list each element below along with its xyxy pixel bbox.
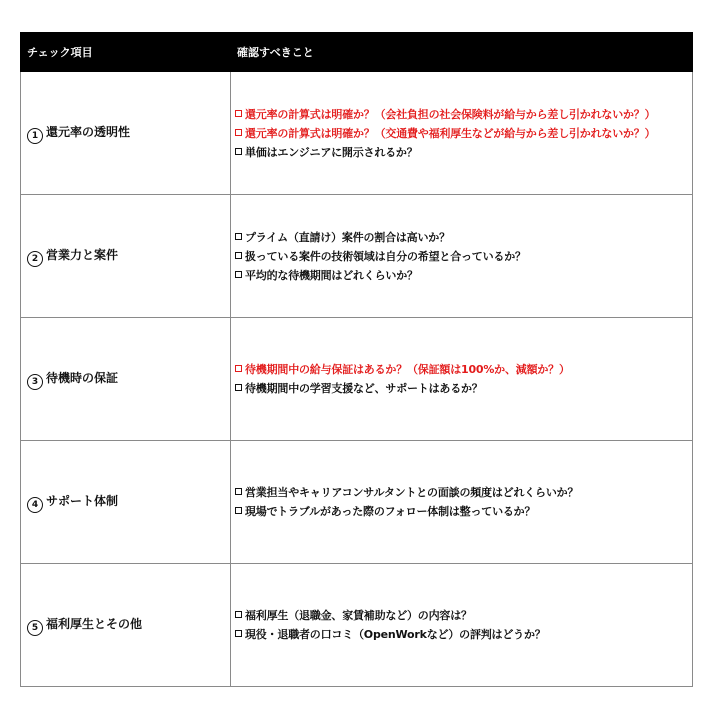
table-row (21, 72, 693, 195)
list-item (235, 143, 692, 162)
checkbox-square-icon (235, 488, 242, 495)
confirm-points-list (235, 360, 692, 398)
check-item-title: 待機時の保証 (46, 370, 119, 385)
table-body (21, 72, 693, 687)
checkbox-square-icon (235, 271, 242, 278)
confirm-point-text: 現場でトラブルがあった際のフォロー体制は整っているか？ (245, 505, 536, 518)
circled-number: 4 (27, 497, 43, 513)
confirm-points-list (235, 483, 692, 521)
checkbox-square-icon (235, 129, 242, 136)
checkbox-square-icon (235, 630, 242, 637)
confirm-points-cell (231, 318, 693, 441)
confirm-point-text: 現役・退職者の口コミ（OpenWorkなど）の評判はどうか？ (245, 628, 546, 641)
list-item (235, 483, 692, 502)
checkbox-square-icon (235, 233, 242, 240)
table-header-row (21, 33, 693, 72)
checkbox-square-icon (235, 507, 242, 514)
table-row (21, 195, 693, 318)
confirm-point-text: 単価はエンジニアに開示されるか？ (245, 145, 418, 159)
circled-number: 5 (27, 620, 43, 636)
circled-number: 1 (27, 128, 43, 144)
list-item (235, 606, 692, 625)
checklist-table (20, 32, 693, 687)
confirm-point-text: プライム（直請け）案件の割合は高いか？ (245, 230, 450, 244)
confirm-points-list (235, 228, 692, 285)
circled-number: 2 (27, 251, 43, 267)
circled-number: 3 (27, 374, 43, 390)
check-item-title: 還元率の透明性 (46, 124, 131, 139)
list-item (235, 360, 692, 379)
checkbox-square-icon (235, 384, 242, 391)
confirm-points-cell (231, 195, 693, 318)
confirm-points-list (235, 606, 692, 644)
header-check-item: チェック項目 (21, 33, 231, 72)
check-item-cell (21, 72, 231, 195)
confirm-point-text: 営業担当やキャリアコンサルタントとの面談の頻度はどれくらいか？ (245, 486, 579, 499)
list-item (235, 502, 692, 521)
check-item-title: 営業力と案件 (46, 247, 119, 262)
list-item (235, 625, 692, 644)
check-item-title: サポート体制 (46, 493, 119, 508)
check-item-title: 福利厚生とその他 (46, 616, 143, 631)
confirm-point-text: 待機期間中の学習支援など、サポートはあるか？ (245, 382, 483, 395)
table-row (21, 441, 693, 564)
check-item-cell (21, 441, 231, 564)
checkbox-square-icon (235, 110, 242, 117)
checkbox-square-icon (235, 365, 242, 372)
check-item-cell (21, 318, 231, 441)
list-item (235, 228, 692, 247)
list-item (235, 105, 692, 124)
check-item-cell (21, 195, 231, 318)
confirm-points-cell (231, 441, 693, 564)
confirm-point-text: 待機期間中の給与保証はあるか？（保証額は100%か、減額か？） (245, 363, 570, 376)
confirm-point-text: 福利厚生（退職金、家賃補助など）の内容は？ (245, 609, 472, 622)
table-row (21, 564, 693, 687)
table-row (21, 318, 693, 441)
list-item (235, 266, 692, 285)
confirm-point-text: 扱っている案件の技術領域は自分の希望と合っているか？ (245, 249, 526, 263)
list-item (235, 379, 692, 398)
checkbox-square-icon (235, 148, 242, 155)
checkbox-square-icon (235, 611, 242, 618)
list-item (235, 247, 692, 266)
checkbox-square-icon (235, 252, 242, 259)
confirm-point-text: 平均的な待機期間はどれくらいか？ (245, 268, 418, 282)
confirm-points-list (235, 105, 692, 162)
confirm-point-text: 還元率の計算式は明確か？（交通費や福利厚生などが給与から差し引かれないか？） (245, 126, 656, 140)
header-what-to-confirm: 確認すべきこと (231, 33, 693, 72)
confirm-point-text: 還元率の計算式は明確か？（会社負担の社会保険料が給与から差し引かれないか？） (245, 107, 656, 121)
confirm-points-cell (231, 564, 693, 687)
confirm-points-cell (231, 72, 693, 195)
check-item-cell (21, 564, 231, 687)
list-item (235, 124, 692, 143)
